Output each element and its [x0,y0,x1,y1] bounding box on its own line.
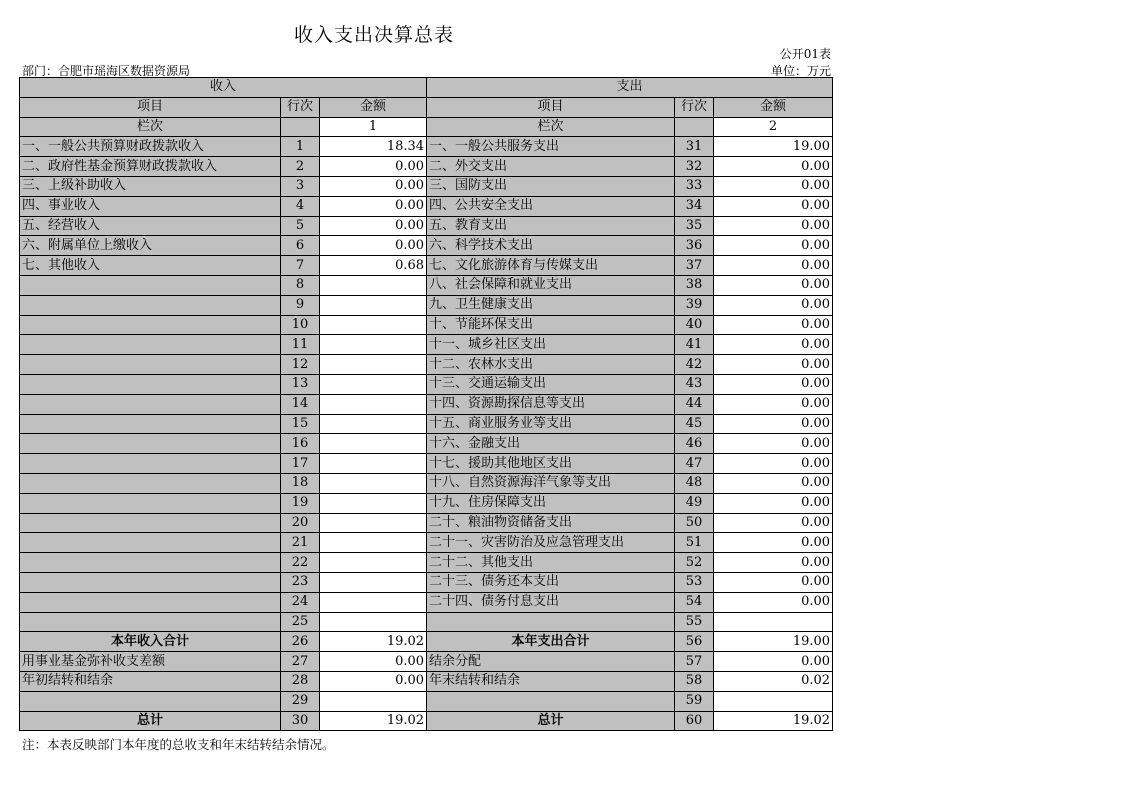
income-total-amount-cell: 0.00 [320,671,427,691]
column-header-row [20,97,833,117]
income-rowno-cell: 5 [281,216,320,236]
income-amount-cell: 0.00 [320,236,427,256]
income-rowno-cell: 4 [281,196,320,216]
expense-item-cell: 二十、粮油物资储备支出 [427,513,675,533]
income-amount-cell: 0.00 [320,157,427,177]
income-amount-cell [320,612,427,632]
table-row [20,592,833,612]
expense-rowno-cell: 37 [675,256,714,276]
expense-rowno-cell: 54 [675,592,714,612]
table-row [20,295,833,315]
income-item-cell [20,295,281,315]
expense-rowno-cell: 42 [675,355,714,375]
expense-column-number: 2 [714,117,833,137]
table-row [20,414,833,434]
expense-item-cell: 六、科学技术支出 [427,236,675,256]
footnote: 注：本表反映部门本年度的总收支和年末结转结余情况。 [22,737,335,752]
expense-amount-cell: 0.00 [714,533,833,553]
expense-rowno-cell: 40 [675,315,714,335]
expense-item-header: 项目 [427,97,675,117]
income-amount-cell [320,473,427,493]
table-row [20,493,833,513]
expense-amount-cell: 0.00 [714,493,833,513]
expense-rowno-cell: 39 [675,295,714,315]
income-total-rowno-cell: 29 [281,691,320,711]
table-row [20,256,833,276]
table-row [20,454,833,474]
income-expense-table [19,77,833,731]
expense-total-amount-cell: 19.02 [714,711,833,731]
income-amount-cell: 0.00 [320,196,427,216]
income-amount-cell: 0.00 [320,216,427,236]
expense-total-item-cell: 本年支出合计 [427,632,675,652]
income-rowno-cell: 1 [281,137,320,157]
income-rowno-cell: 21 [281,533,320,553]
income-rowno-cell: 20 [281,513,320,533]
page-title: 收入支出决算总表 [293,24,454,46]
table-row [20,137,833,157]
expense-item-cell: 四、公共安全支出 [427,196,675,216]
expense-rowno-cell: 38 [675,275,714,295]
table-row [20,374,833,394]
expense-rowno-cell: 35 [675,216,714,236]
income-total-item-cell: 总计 [20,711,281,731]
expense-amount-cell: 0.00 [714,513,833,533]
income-item-cell: 七、其他收入 [20,256,281,276]
income-rowno-cell: 8 [281,275,320,295]
expense-amount-cell: 0.00 [714,196,833,216]
income-rowno-cell: 24 [281,592,320,612]
expense-total-item-cell: 年末结转和结余 [427,671,675,691]
income-rowno-cell: 11 [281,335,320,355]
income-rowno-cell: 6 [281,236,320,256]
income-rowno-cell: 22 [281,553,320,573]
expense-amount-cell: 0.00 [714,216,833,236]
income-rowno-cell: 17 [281,454,320,474]
income-amount-cell [320,374,427,394]
income-item-cell [20,572,281,592]
income-total-amount-cell [320,691,427,711]
expense-rowno-cell: 32 [675,157,714,177]
expense-item-cell: 八、社会保障和就业支出 [427,275,675,295]
expense-item-cell: 九、卫生健康支出 [427,295,675,315]
expense-rowno-cell: 41 [675,335,714,355]
expense-rowno-cell: 53 [675,572,714,592]
income-total-amount-cell: 19.02 [320,711,427,731]
income-amount-cell [320,295,427,315]
income-total-item-cell: 用事业基金弥补收支差额 [20,652,281,672]
income-column-blank [281,117,320,137]
income-rowno-cell: 23 [281,572,320,592]
income-rowno-cell: 12 [281,355,320,375]
total-row [20,671,833,691]
income-rowno-cell: 2 [281,157,320,177]
expense-item-cell: 十、节能环保支出 [427,315,675,335]
income-rowno-cell: 19 [281,493,320,513]
expense-amount-cell: 0.00 [714,295,833,315]
income-item-cell [20,473,281,493]
expense-amount-cell: 0.00 [714,434,833,454]
expense-total-rowno-cell: 58 [675,671,714,691]
expense-item-cell: 二、外交支出 [427,157,675,177]
expense-amount-cell [714,612,833,632]
table-row [20,335,833,355]
expense-item-cell: 十二、农林水支出 [427,355,675,375]
income-amount-cell [320,454,427,474]
expense-total-amount-cell: 0.02 [714,671,833,691]
income-rowno-cell: 9 [281,295,320,315]
income-item-header: 项目 [20,97,281,117]
expense-total-rowno-cell: 57 [675,652,714,672]
expense-rowno-cell: 43 [675,374,714,394]
table-row [20,473,833,493]
expense-amount-cell: 0.00 [714,572,833,592]
income-item-cell [20,275,281,295]
expense-item-cell: 五、教育支出 [427,216,675,236]
expense-item-cell: 十六、金融支出 [427,434,675,454]
income-item-cell [20,374,281,394]
expense-total-rowno-cell: 59 [675,691,714,711]
income-amount-cell [320,592,427,612]
table-row [20,612,833,632]
expense-total-rowno-cell: 56 [675,632,714,652]
expense-item-cell: 三、国防支出 [427,176,675,196]
expense-amount-cell: 0.00 [714,157,833,177]
expense-rowno-cell: 52 [675,553,714,573]
total-row [20,711,833,731]
total-row [20,652,833,672]
expense-rowno-cell: 51 [675,533,714,553]
expense-amount-cell: 0.00 [714,335,833,355]
expense-item-cell: 二十一、灾害防治及应急管理支出 [427,533,675,553]
income-amount-cell: 0.00 [320,176,427,196]
table-row [20,176,833,196]
form-number: 公开01表 [779,47,831,61]
table-row [20,196,833,216]
income-total-amount-cell: 19.02 [320,632,427,652]
expense-amount-cell: 0.00 [714,355,833,375]
expense-column-label: 栏次 [427,117,675,137]
income-total-rowno-cell: 28 [281,671,320,691]
income-item-cell: 六、附属单位上缴收入 [20,236,281,256]
income-total-item-cell: 年初结转和结余 [20,671,281,691]
expense-total-item-cell: 总计 [427,711,675,731]
income-amount-cell [320,335,427,355]
income-amount-cell [320,493,427,513]
income-amount-cell [320,553,427,573]
income-rowno-cell: 10 [281,315,320,335]
income-item-cell [20,454,281,474]
expense-amount-cell: 0.00 [714,275,833,295]
income-amount-cell [320,394,427,414]
income-item-cell: 三、上级补助收入 [20,176,281,196]
expense-item-cell: 十八、自然资源海洋气象等支出 [427,473,675,493]
expense-item-cell [427,612,675,632]
expense-amount-cell: 0.00 [714,374,833,394]
expense-column-blank [675,117,714,137]
expense-rowno-cell: 45 [675,414,714,434]
expense-amount-cell: 19.00 [714,137,833,157]
table-row [20,315,833,335]
expense-amount-cell: 0.00 [714,473,833,493]
income-amount-cell [320,355,427,375]
income-item-cell [20,513,281,533]
expense-item-cell: 十五、商业服务业等支出 [427,414,675,434]
expense-item-cell: 十三、交通运输支出 [427,374,675,394]
income-item-cell [20,355,281,375]
income-amount-cell: 18.34 [320,137,427,157]
income-rowno-cell: 13 [281,374,320,394]
expense-item-cell: 十七、援助其他地区支出 [427,454,675,474]
expense-item-cell: 一、一般公共服务支出 [427,137,675,157]
expense-rowno-cell: 44 [675,394,714,414]
expense-amount-cell: 0.00 [714,176,833,196]
income-amount-header: 金额 [320,97,427,117]
table-row [20,553,833,573]
income-item-cell: 四、事业收入 [20,196,281,216]
income-item-cell [20,315,281,335]
income-item-cell: 五、经营收入 [20,216,281,236]
income-rowno-cell: 18 [281,473,320,493]
table-row [20,157,833,177]
income-amount-cell [320,275,427,295]
table-row [20,355,833,375]
income-total-rowno-cell: 30 [281,711,320,731]
expense-rowno-cell: 33 [675,176,714,196]
expense-total-amount-cell: 0.00 [714,652,833,672]
income-item-cell: 二、政府性基金预算财政拨款收入 [20,157,281,177]
expense-amount-cell: 0.00 [714,414,833,434]
expense-item-cell: 二十三、债务还本支出 [427,572,675,592]
expense-total-rowno-cell: 60 [675,711,714,731]
expense-total-amount-cell: 19.00 [714,632,833,652]
table-row [20,533,833,553]
total-row [20,691,833,711]
expense-rowno-cell: 47 [675,454,714,474]
expense-section-header: 支出 [427,78,833,98]
expense-amount-cell: 0.00 [714,236,833,256]
expense-amount-cell: 0.00 [714,315,833,335]
expense-amount-cell: 0.00 [714,592,833,612]
income-rowno-cell: 25 [281,612,320,632]
table-row [20,236,833,256]
income-total-item-cell: 本年收入合计 [20,632,281,652]
department-label: 部门：合肥市瑶海区数据资源局 [22,64,191,78]
table-row [20,513,833,533]
expense-rowno-cell: 34 [675,196,714,216]
expense-total-item-cell [427,691,675,711]
income-item-cell: 一、一般公共预算财政拨款收入 [20,137,281,157]
income-amount-cell [320,414,427,434]
income-item-cell [20,434,281,454]
expense-rowno-cell: 31 [675,137,714,157]
expense-item-cell: 二十二、其他支出 [427,553,675,573]
income-item-cell [20,592,281,612]
column-number-row [20,117,833,137]
expense-item-cell: 十一、城乡社区支出 [427,335,675,355]
income-rowno-cell: 7 [281,256,320,276]
income-amount-cell [320,513,427,533]
table-row [20,216,833,236]
income-rowno-header: 行次 [281,97,320,117]
income-item-cell [20,533,281,553]
table-row [20,572,833,592]
expense-rowno-cell: 36 [675,236,714,256]
income-amount-cell [320,572,427,592]
income-rowno-cell: 16 [281,434,320,454]
expense-rowno-cell: 48 [675,473,714,493]
income-total-item-cell [20,691,281,711]
income-item-cell [20,394,281,414]
income-total-amount-cell: 0.00 [320,652,427,672]
income-total-rowno-cell: 26 [281,632,320,652]
income-item-cell [20,493,281,513]
income-amount-cell [320,533,427,553]
expense-rowno-cell: 46 [675,434,714,454]
income-item-cell [20,335,281,355]
expense-rowno-cell: 50 [675,513,714,533]
income-column-number: 1 [320,117,427,137]
section-header-row [20,78,833,98]
income-amount-cell [320,434,427,454]
expense-amount-cell: 0.00 [714,394,833,414]
table-row [20,434,833,454]
expense-rowno-cell: 49 [675,493,714,513]
unit-label: 单位：万元 [770,64,831,78]
expense-amount-header: 金额 [714,97,833,117]
income-amount-cell: 0.68 [320,256,427,276]
expense-rowno-header: 行次 [675,97,714,117]
table-row [20,275,833,295]
expense-item-cell: 十四、资源勘探信息等支出 [427,394,675,414]
income-column-label: 栏次 [20,117,281,137]
income-rowno-cell: 3 [281,176,320,196]
expense-item-cell: 十九、住房保障支出 [427,493,675,513]
income-item-cell [20,553,281,573]
expense-amount-cell: 0.00 [714,553,833,573]
expense-item-cell: 二十四、债务付息支出 [427,592,675,612]
income-amount-cell [320,315,427,335]
expense-total-item-cell: 结余分配 [427,652,675,672]
income-item-cell [20,612,281,632]
expense-amount-cell: 0.00 [714,454,833,474]
income-section-header: 收入 [20,78,427,98]
income-total-rowno-cell: 27 [281,652,320,672]
income-rowno-cell: 15 [281,414,320,434]
income-rowno-cell: 14 [281,394,320,414]
expense-total-amount-cell [714,691,833,711]
expense-item-cell: 七、文化旅游体育与传媒支出 [427,256,675,276]
expense-amount-cell: 0.00 [714,256,833,276]
income-item-cell [20,414,281,434]
table-row [20,394,833,414]
total-row [20,632,833,652]
expense-rowno-cell: 55 [675,612,714,632]
